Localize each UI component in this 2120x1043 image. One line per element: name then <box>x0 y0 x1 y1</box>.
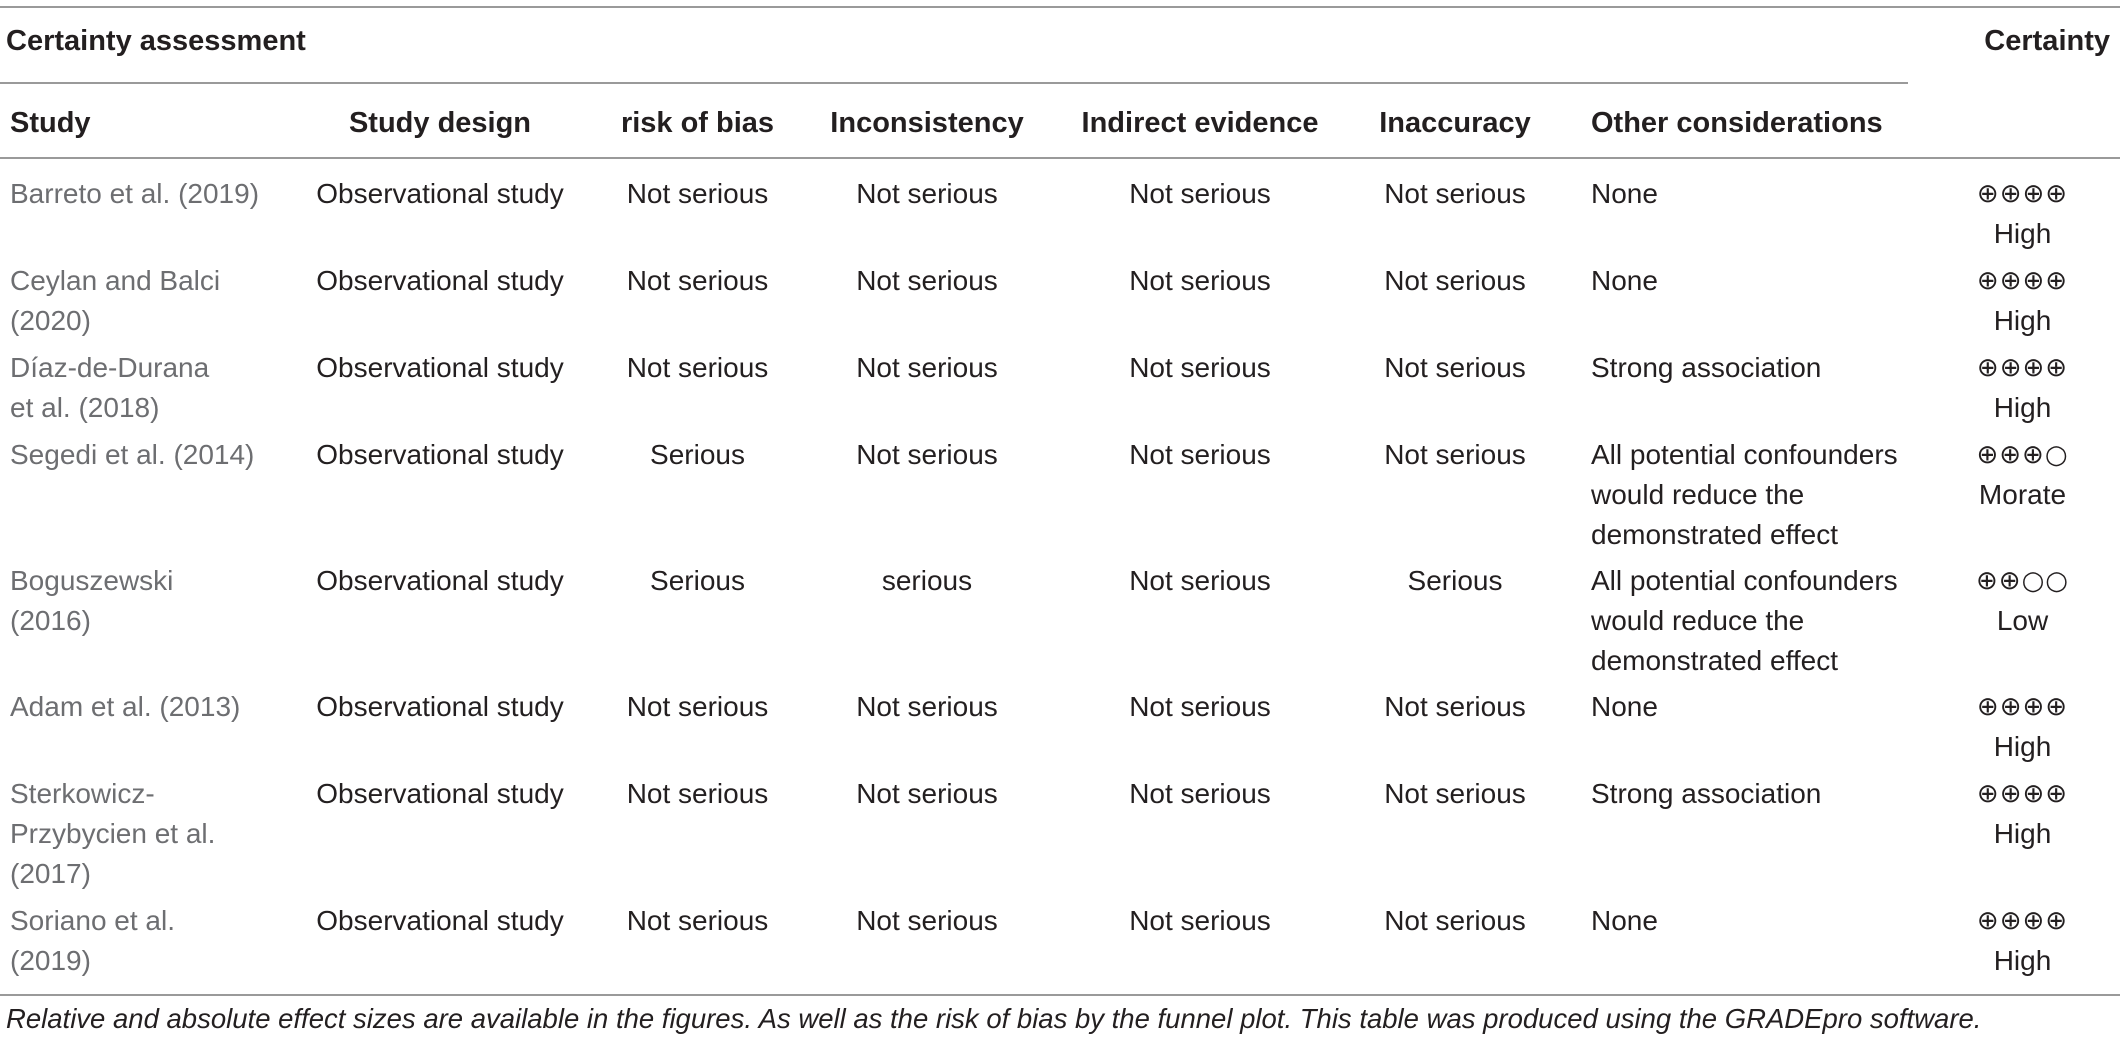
cell-study <box>10 901 300 981</box>
column-header-inaccuracy: Inaccuracy <box>1379 107 1531 139</box>
certainty-symbols: ⊕⊕⊕⊕ <box>1976 692 2069 722</box>
cell-study-line: Adam et al. (2013) <box>10 691 241 722</box>
column-header-study-design: Study design <box>348 107 532 139</box>
cell-other-considerations-line: would reduce the <box>1591 605 1805 636</box>
cell-study-line: (2017) <box>10 858 91 889</box>
cell-study-line: Segedi et al. (2014) <box>10 439 255 470</box>
cell-other-considerations-line: would reduce the <box>1591 479 1805 510</box>
cell-inaccuracy: Not serious <box>1384 778 1526 809</box>
cell-inaccuracy: Not serious <box>1384 178 1526 209</box>
certainty-symbols: ⊕⊕⊕⊕ <box>1976 179 2069 209</box>
cell-study-design: Observational study <box>316 178 564 209</box>
cell-study <box>10 687 300 727</box>
cell-risk-of-bias: Not serious <box>626 265 769 296</box>
column-header-other-considerations: Other considerations <box>1591 107 1883 139</box>
cell-risk-of-bias: Serious <box>650 565 745 596</box>
column-header-indirect-evidence: Indirect evidence <box>1081 107 1319 139</box>
cell-study-line: Díaz-de-Durana <box>10 352 210 383</box>
cell-inconsistency: Not serious <box>856 778 998 809</box>
cell-study-design: Observational study <box>316 352 564 383</box>
cell-other-considerations <box>1591 261 1921 301</box>
cell-indirect-evidence: Not serious <box>1129 178 1271 209</box>
cell-certainty <box>1935 261 2110 341</box>
cell-certainty <box>1935 901 2110 981</box>
column-header-rule <box>0 157 2120 159</box>
cell-inconsistency: Not serious <box>856 691 998 722</box>
cell-other-considerations-line: None <box>1591 265 1658 296</box>
cell-indirect-evidence: Not serious <box>1129 778 1271 809</box>
cell-certainty <box>1935 687 2110 767</box>
cell-other-considerations <box>1591 561 1921 681</box>
certainty-level: Low <box>1996 605 2049 636</box>
cell-certainty <box>1935 174 2110 254</box>
cell-study <box>10 774 300 894</box>
cell-risk-of-bias: Not serious <box>626 691 769 722</box>
cell-study-line: Barreto et al. (2019) <box>10 178 260 209</box>
cell-indirect-evidence: Not serious <box>1129 265 1271 296</box>
cell-inconsistency: Not serious <box>856 178 998 209</box>
certainty-level: High <box>1993 305 2052 336</box>
certainty-level: High <box>1993 392 2052 423</box>
cell-other-considerations-line: None <box>1591 178 1658 209</box>
cell-inaccuracy: Not serious <box>1384 691 1526 722</box>
cell-risk-of-bias: Serious <box>650 439 745 470</box>
cell-other-considerations-line: demonstrated effect <box>1591 645 1838 676</box>
column-header-inconsistency: Inconsistency <box>830 107 1024 139</box>
cell-other-considerations <box>1591 687 1921 727</box>
cell-indirect-evidence: Not serious <box>1129 565 1271 596</box>
cell-study <box>10 261 300 341</box>
cell-inconsistency: Not serious <box>856 905 998 936</box>
certainty-symbols: ⊕⊕⊕○ <box>1976 440 2069 470</box>
cell-other-considerations <box>1591 174 1921 214</box>
cell-other-considerations-line: None <box>1591 905 1658 936</box>
cell-certainty <box>1935 435 2110 515</box>
cell-indirect-evidence: Not serious <box>1129 691 1271 722</box>
column-header-study: Study <box>10 107 91 139</box>
cell-inconsistency: Not serious <box>856 265 998 296</box>
cell-study-design: Observational study <box>316 565 564 596</box>
certainty-symbols: ⊕⊕⊕⊕ <box>1976 266 2069 296</box>
certainty-level: High <box>1993 731 2052 762</box>
cell-other-considerations-line: Strong association <box>1591 778 1822 809</box>
cell-inconsistency: serious <box>881 565 973 596</box>
cell-inaccuracy: Not serious <box>1384 439 1526 470</box>
certainty-symbols: ⊕⊕○○ <box>1976 566 2069 596</box>
cell-inaccuracy: Not serious <box>1384 352 1526 383</box>
column-header-risk-of-bias: risk of bias <box>620 107 775 139</box>
cell-study-line: (2020) <box>10 305 91 336</box>
cell-study-design: Observational study <box>316 905 564 936</box>
cell-indirect-evidence: Not serious <box>1129 352 1271 383</box>
cell-study-line: (2019) <box>10 945 91 976</box>
cell-study-line: Przybycien et al. <box>10 818 216 849</box>
cell-risk-of-bias: Not serious <box>626 778 769 809</box>
cell-study-line: Sterkowicz- <box>10 778 155 809</box>
cell-inaccuracy: Not serious <box>1384 265 1526 296</box>
cell-study-design: Observational study <box>316 778 564 809</box>
table-top-rule <box>0 6 2120 8</box>
cell-study-line: Soriano et al. <box>10 905 175 936</box>
cell-study <box>10 435 300 475</box>
cell-indirect-evidence: Not serious <box>1129 439 1271 470</box>
cell-study <box>10 348 300 428</box>
cell-inaccuracy: Serious <box>1407 565 1503 596</box>
cell-other-considerations-line: All potential confounders <box>1591 439 1898 470</box>
cell-other-considerations-line: Strong association <box>1591 352 1822 383</box>
certainty-symbols: ⊕⊕⊕⊕ <box>1976 906 2069 936</box>
cell-risk-of-bias: Not serious <box>626 905 769 936</box>
cell-inaccuracy: Not serious <box>1384 905 1526 936</box>
cell-study <box>10 174 300 214</box>
cell-risk-of-bias: Not serious <box>626 178 769 209</box>
cell-other-considerations <box>1591 348 1921 388</box>
table-bottom-rule <box>0 994 2120 996</box>
cell-inconsistency: Not serious <box>856 352 998 383</box>
cell-study-design: Observational study <box>316 265 564 296</box>
certainty-level: High <box>1993 218 2052 249</box>
cell-certainty <box>1935 561 2110 641</box>
cell-study-design: Observational study <box>316 691 564 722</box>
cell-certainty <box>1935 348 2110 428</box>
cell-other-considerations <box>1591 435 1921 555</box>
cell-other-considerations-line: demonstrated effect <box>1591 519 1838 550</box>
cell-study-line: Boguszewski <box>10 565 174 596</box>
cell-other-considerations <box>1591 774 1921 814</box>
certainty-symbols: ⊕⊕⊕⊕ <box>1976 779 2069 809</box>
cell-study <box>10 561 300 641</box>
cell-study-line: et al. (2018) <box>10 392 160 423</box>
cell-inconsistency: Not serious <box>856 439 998 470</box>
cell-study-line: Ceylan and Balci <box>10 265 221 296</box>
cell-study-line: (2016) <box>10 605 91 636</box>
cell-other-considerations-line: None <box>1591 691 1658 722</box>
table-footnote: Relative and absolute effect sizes are available in the figures. As well as the risk of bias by the funnel plot. This table was produced using the GRADEpro software. <box>6 1003 1982 1034</box>
group-header-certainty-assessment: Certainty assessment <box>6 25 306 57</box>
cell-certainty <box>1935 774 2110 854</box>
cell-other-considerations-line: All potential confounders <box>1591 565 1898 596</box>
group-header-rule <box>0 82 1908 84</box>
cell-study-design: Observational study <box>316 439 564 470</box>
certainty-level: High <box>1993 818 2052 849</box>
cell-other-considerations <box>1591 901 1921 941</box>
certainty-symbols: ⊕⊕⊕⊕ <box>1976 353 2069 383</box>
group-header-certainty: Certainty <box>1984 25 2110 57</box>
cell-risk-of-bias: Not serious <box>626 352 769 383</box>
cell-indirect-evidence: Not serious <box>1129 905 1271 936</box>
certainty-level: Morate <box>1978 479 2067 510</box>
certainty-level: High <box>1993 945 2052 976</box>
